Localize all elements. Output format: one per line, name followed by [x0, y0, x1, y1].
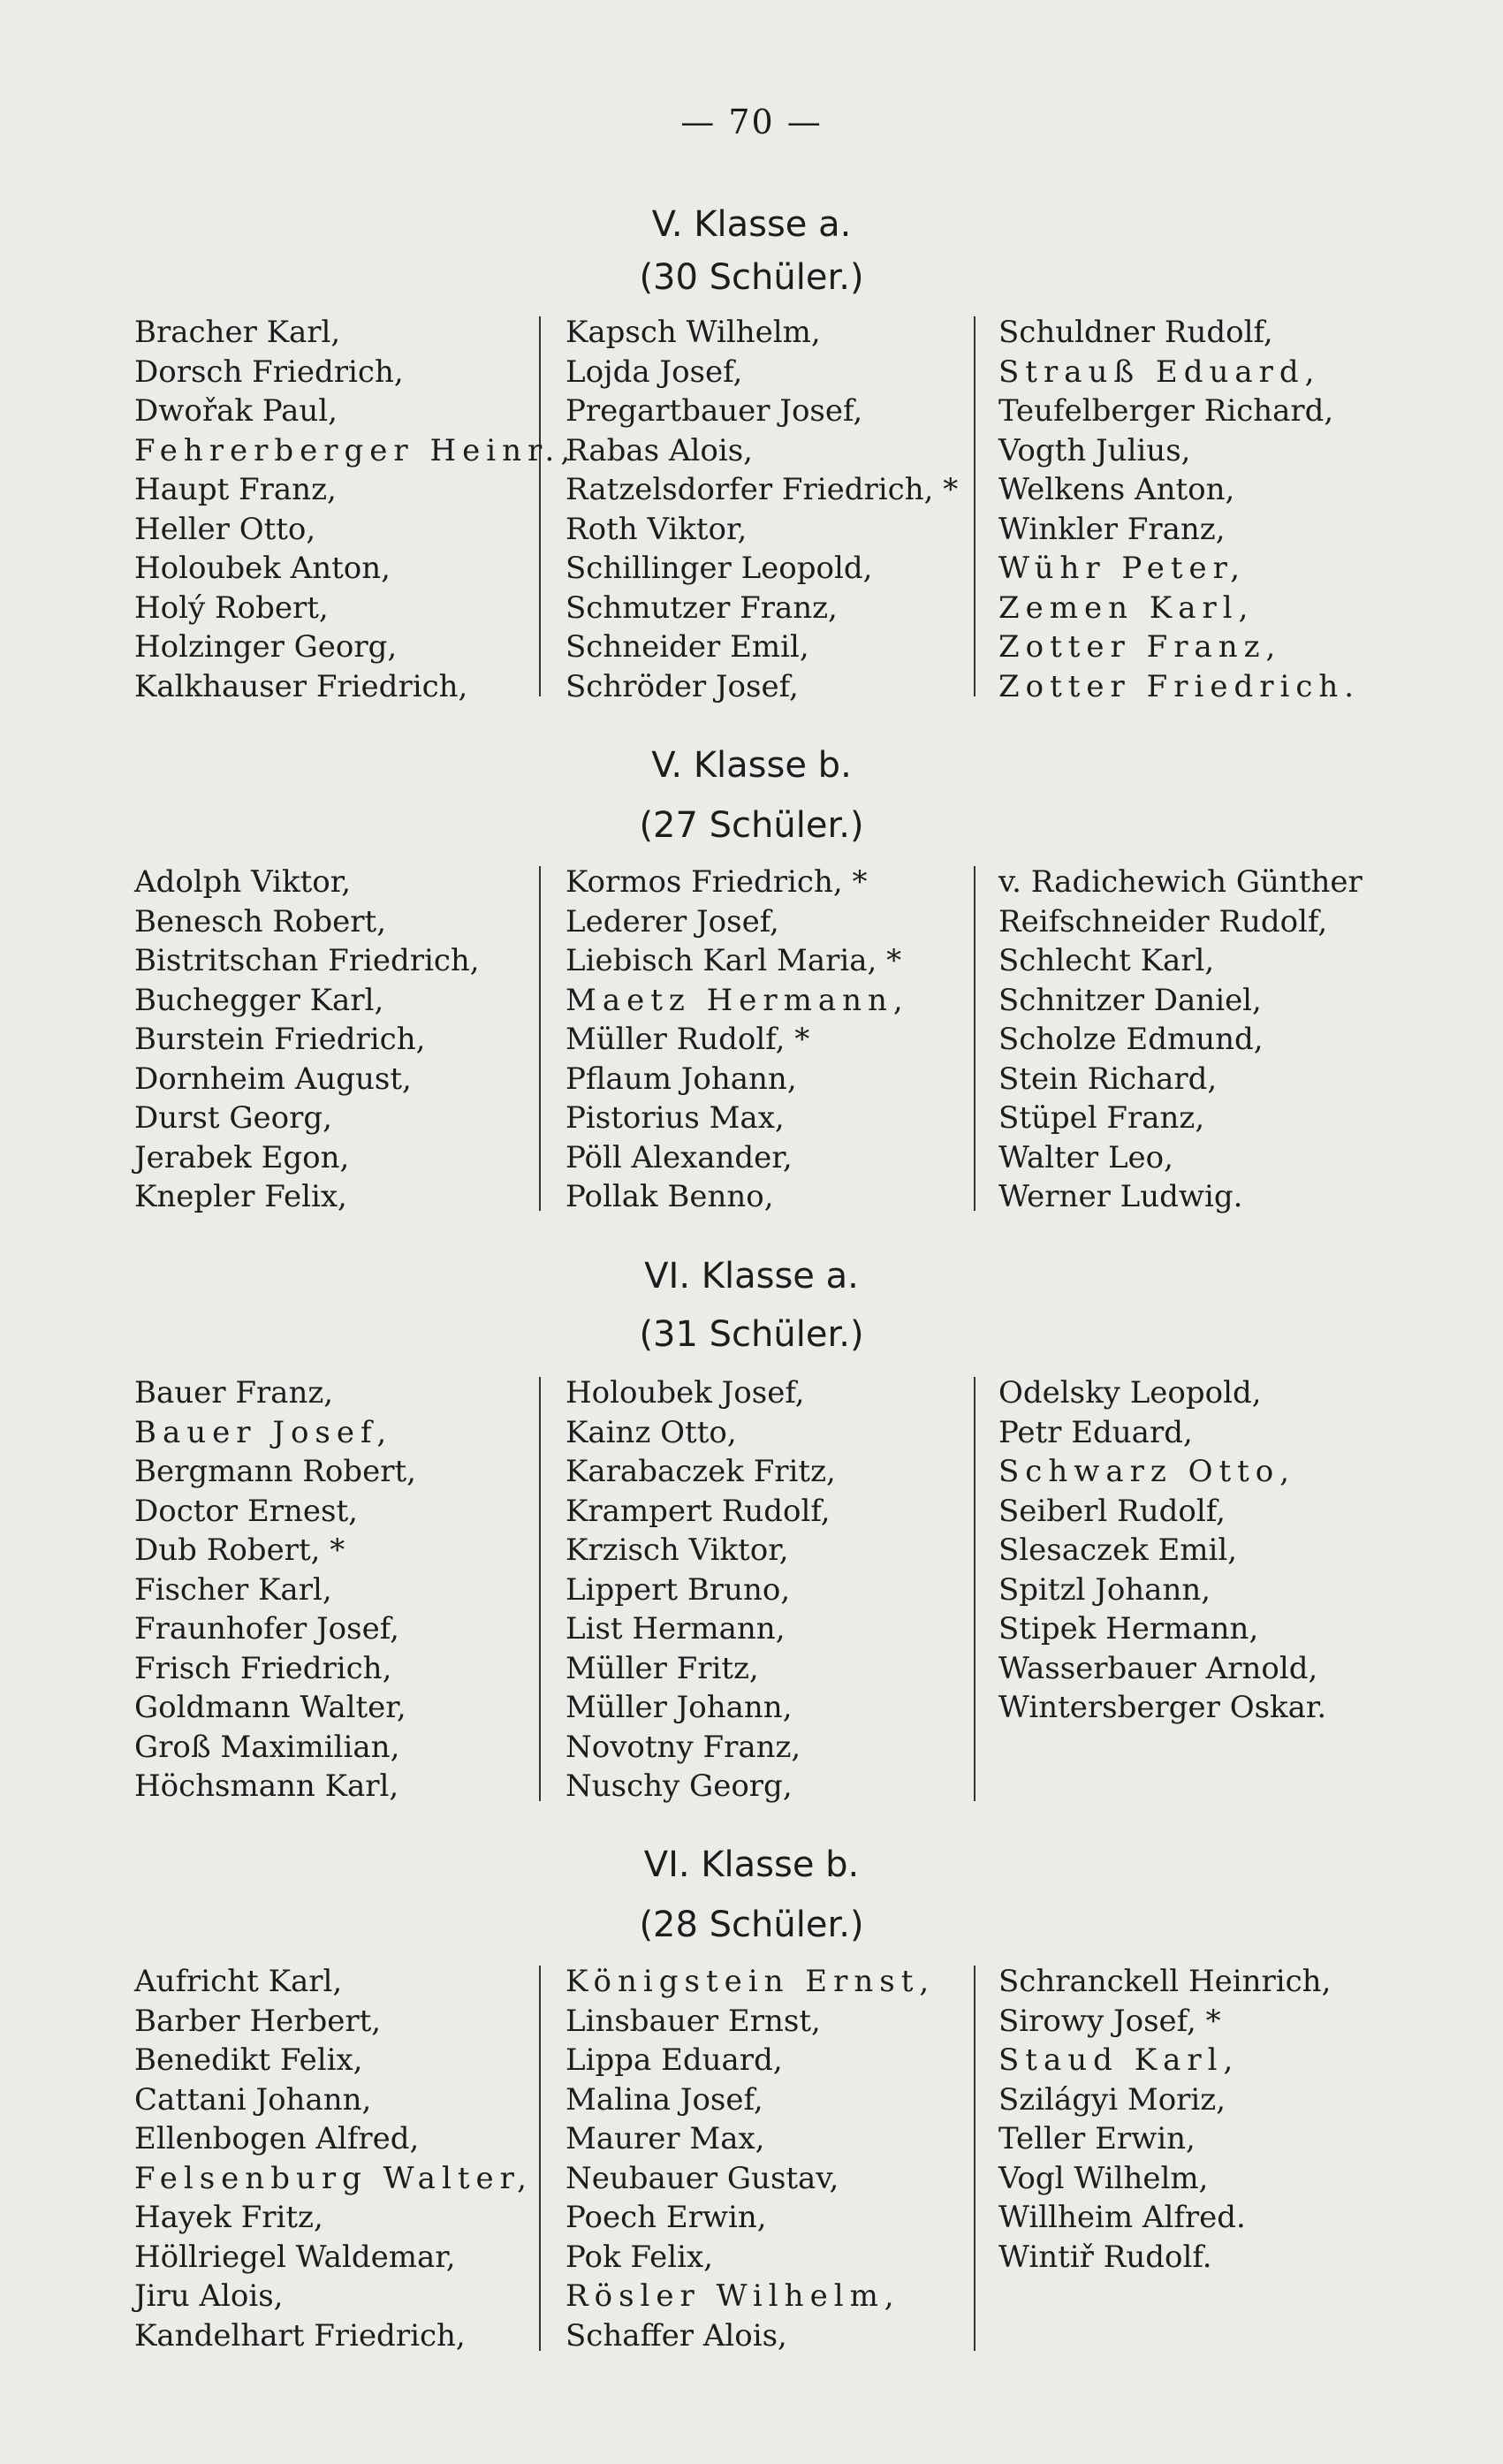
- name-column: [566, 1373, 836, 1806]
- name-column: [134, 1962, 533, 2355]
- student-name: Groß Maximilian,: [134, 1729, 400, 1765]
- student-name: Lippa Eduard,: [566, 2042, 783, 2078]
- student-name: Stein Richard,: [998, 1061, 1218, 1097]
- student-name: Kalkhauser Friedrich,: [134, 668, 468, 704]
- column-divider: [974, 1966, 975, 2351]
- class-count-5b: (27 Schüler.): [639, 805, 864, 846]
- student-name: Burstein Friedrich,: [134, 1022, 426, 1057]
- student-name: Knepler Felix,: [134, 1179, 347, 1214]
- student-name: Winkler Franz,: [998, 511, 1226, 547]
- student-name: Bracher Karl,: [134, 315, 341, 350]
- student-name: Holoubek Anton,: [134, 551, 391, 586]
- student-name: Pistorius Max,: [566, 1100, 785, 1136]
- student-name: Szilágyi Moriz,: [998, 2081, 1226, 2118]
- name-column: [998, 863, 1363, 1217]
- student-name: Bistritschan Friedrich,: [134, 943, 480, 978]
- student-name: Krzisch Viktor,: [566, 1532, 789, 1568]
- student-name: Holý Robert,: [134, 589, 329, 626]
- student-name: Poech Erwin,: [566, 2200, 767, 2235]
- student-name: Zotter Franz,: [998, 629, 1282, 665]
- student-name: Wintersberger Oskar.: [998, 1690, 1327, 1725]
- student-name: Jiru Alois,: [134, 2278, 284, 2314]
- student-name: Welkens Anton,: [998, 472, 1235, 507]
- student-name: Felsenburg Walter,: [134, 2160, 533, 2196]
- name-column: [998, 1962, 1331, 2277]
- student-name: Benedikt Felix,: [134, 2042, 363, 2078]
- student-name: Dub Robert, *: [134, 1532, 345, 1568]
- student-name: Liebisch Karl Maria, *: [566, 943, 902, 978]
- student-name: Novotny Franz,: [566, 1729, 801, 1765]
- student-name: Goldmann Walter,: [134, 1690, 406, 1725]
- student-name: Buchegger Karl,: [134, 982, 384, 1018]
- student-name: Fraunhofer Josef,: [134, 1611, 399, 1646]
- student-name: Adolph Viktor,: [134, 864, 352, 900]
- student-name: Jerabek Egon,: [134, 1139, 350, 1175]
- student-name: Roth Viktor,: [566, 511, 748, 547]
- student-name: Kandelhart Friedrich,: [134, 2317, 466, 2354]
- student-name: Scholze Edmund,: [998, 1022, 1264, 1057]
- student-name: Spitzl Johann,: [998, 1571, 1211, 1608]
- student-name: Höchsmann Karl,: [134, 1768, 399, 1804]
- column-divider: [974, 866, 975, 1211]
- student-name: Müller Rudolf, *: [566, 1022, 810, 1057]
- student-name: Holzinger Georg,: [134, 629, 398, 665]
- student-name: Schaffer Alois,: [566, 2317, 787, 2354]
- student-name: Wühr Peter,: [998, 551, 1247, 586]
- student-name: Schmutzer Franz,: [566, 589, 838, 626]
- student-name: Schuldner Rudolf,: [998, 315, 1273, 350]
- student-name: Aufricht Karl,: [134, 1964, 343, 1999]
- student-name: Lippert Bruno,: [566, 1571, 791, 1608]
- column-divider: [974, 316, 975, 696]
- student-name: Pollak Benno,: [566, 1179, 774, 1214]
- name-column: [566, 863, 909, 1217]
- student-name: Frisch Friedrich,: [134, 1650, 392, 1686]
- student-name: Fischer Karl,: [134, 1571, 332, 1608]
- student-name: Malina Josef,: [566, 2081, 763, 2118]
- student-name: Kapsch Wilhelm,: [566, 315, 821, 350]
- student-name: Ellenbogen Alfred,: [134, 2121, 420, 2156]
- student-name: Sirowy Josef, *: [998, 2003, 1221, 2039]
- student-name: v. Radichewich Günther: [998, 864, 1363, 900]
- student-name: Schillinger Leopold,: [566, 551, 873, 586]
- class-count-5a: (30 Schüler.): [639, 257, 864, 298]
- student-name: Hayek Fritz,: [134, 2200, 323, 2235]
- student-name: Zemen Karl,: [998, 589, 1255, 626]
- student-name: Königstein Ernst,: [566, 1964, 936, 1999]
- student-name: Teufelberger Richard,: [998, 393, 1334, 429]
- student-name: Lederer Josef,: [566, 903, 779, 939]
- student-name: Karabaczek Fritz,: [566, 1454, 836, 1489]
- student-name: Maurer Max,: [566, 2121, 765, 2156]
- student-name: Pflaum Johann,: [566, 1061, 797, 1097]
- class-title-5a: V. Klasse a.: [651, 204, 852, 245]
- student-name: Dornheim August,: [134, 1061, 412, 1097]
- student-name: Staud Karl,: [998, 2042, 1240, 2078]
- student-name: Durst Georg,: [134, 1100, 332, 1136]
- student-name: Wasserbauer Arnold,: [998, 1650, 1318, 1686]
- class-title-6b: VI. Klasse b.: [643, 1844, 860, 1885]
- student-name: Fehrerberger Heinr.,: [134, 432, 577, 468]
- student-name: Pöll Alexander,: [566, 1139, 793, 1175]
- student-name: Müller Fritz,: [566, 1650, 759, 1686]
- student-name: Holoubek Josef,: [566, 1375, 805, 1411]
- student-name: Petr Eduard,: [998, 1414, 1193, 1450]
- student-name: Schranckell Heinrich,: [998, 1964, 1332, 1999]
- student-name: Pok Felix,: [566, 2239, 713, 2275]
- name-column: [998, 1373, 1326, 1728]
- student-name: Ratzelsdorfer Friedrich, *: [566, 472, 959, 507]
- student-name: Barber Herbert,: [134, 2003, 382, 2039]
- student-name: Pregartbauer Josef,: [566, 393, 863, 429]
- student-name: Cattani Johann,: [134, 2081, 372, 2118]
- student-name: Haupt Franz,: [134, 472, 337, 507]
- name-column: [134, 1373, 416, 1806]
- student-name: Willheim Alfred.: [998, 2200, 1246, 2235]
- student-name: Reifschneider Rudolf,: [998, 903, 1328, 939]
- page-number: — 70 —: [680, 103, 823, 141]
- student-name: Schröder Josef,: [566, 668, 799, 704]
- column-divider: [974, 1377, 975, 1801]
- student-name: Bergmann Robert,: [134, 1454, 416, 1489]
- student-name: Strauß Eduard,: [998, 354, 1321, 390]
- student-name: Kormos Friedrich, *: [566, 864, 868, 900]
- student-name: Rabas Alois,: [566, 432, 753, 468]
- student-name: Werner Ludwig.: [998, 1179, 1243, 1214]
- class-title-5b: V. Klasse b.: [651, 745, 852, 786]
- name-column: [134, 863, 480, 1217]
- student-name: Heller Otto,: [134, 511, 316, 547]
- class-title-6a: VI. Klasse a.: [644, 1256, 859, 1297]
- student-name: Rösler Wilhelm,: [566, 2278, 900, 2314]
- student-name: Benesch Robert,: [134, 903, 386, 939]
- student-name: Dwořak Paul,: [134, 393, 338, 429]
- student-name: Vogth Julius,: [998, 432, 1191, 468]
- student-name: Zotter Friedrich.: [998, 668, 1361, 704]
- student-name: Stipek Hermann,: [998, 1611, 1259, 1646]
- column-divider: [539, 1966, 541, 2351]
- column-divider: [539, 866, 541, 1211]
- student-name: Odelsky Leopold,: [998, 1375, 1262, 1411]
- student-name: Walter Leo,: [998, 1139, 1173, 1175]
- student-name: Lojda Josef,: [566, 354, 743, 390]
- student-name: Teller Erwin,: [998, 2121, 1196, 2156]
- student-name: Seiberl Rudolf,: [998, 1493, 1226, 1529]
- class-count-6b: (28 Schüler.): [639, 1905, 864, 1945]
- student-name: Stüpel Franz,: [998, 1100, 1205, 1136]
- student-name: Schneider Emil,: [566, 629, 809, 665]
- student-name: Doctor Ernest,: [134, 1493, 358, 1529]
- student-name: Schnitzer Daniel,: [998, 982, 1262, 1018]
- name-column: [566, 313, 958, 706]
- student-name: Müller Johann,: [566, 1690, 793, 1725]
- class-count-6a: (31 Schüler.): [639, 1314, 864, 1355]
- name-column: [998, 313, 1360, 706]
- student-name: Krampert Rudolf,: [566, 1493, 831, 1529]
- student-name: Kainz Otto,: [566, 1414, 737, 1450]
- student-name: Maetz Hermann,: [566, 982, 909, 1018]
- student-name: List Hermann,: [566, 1611, 786, 1646]
- student-name: Bauer Josef,: [134, 1414, 393, 1450]
- student-name: Höllriegel Waldemar,: [134, 2239, 456, 2275]
- name-column: [134, 313, 576, 706]
- student-name: Schlecht Karl,: [998, 943, 1215, 978]
- name-column: [566, 1962, 935, 2355]
- student-name: Linsbauer Ernst,: [566, 2003, 821, 2039]
- column-divider: [539, 1377, 541, 1801]
- student-name: Schwarz Otto,: [998, 1454, 1296, 1489]
- student-name: Bauer Franz,: [134, 1375, 334, 1411]
- student-name: Slesaczek Emil,: [998, 1532, 1238, 1568]
- student-name: Nuschy Georg,: [566, 1768, 793, 1804]
- student-name: Neubauer Gustav,: [566, 2160, 839, 2196]
- student-name: Dorsch Friedrich,: [134, 354, 404, 390]
- student-name: Vogl Wilhelm,: [998, 2160, 1209, 2196]
- student-name: Wintiř Rudolf.: [998, 2239, 1212, 2275]
